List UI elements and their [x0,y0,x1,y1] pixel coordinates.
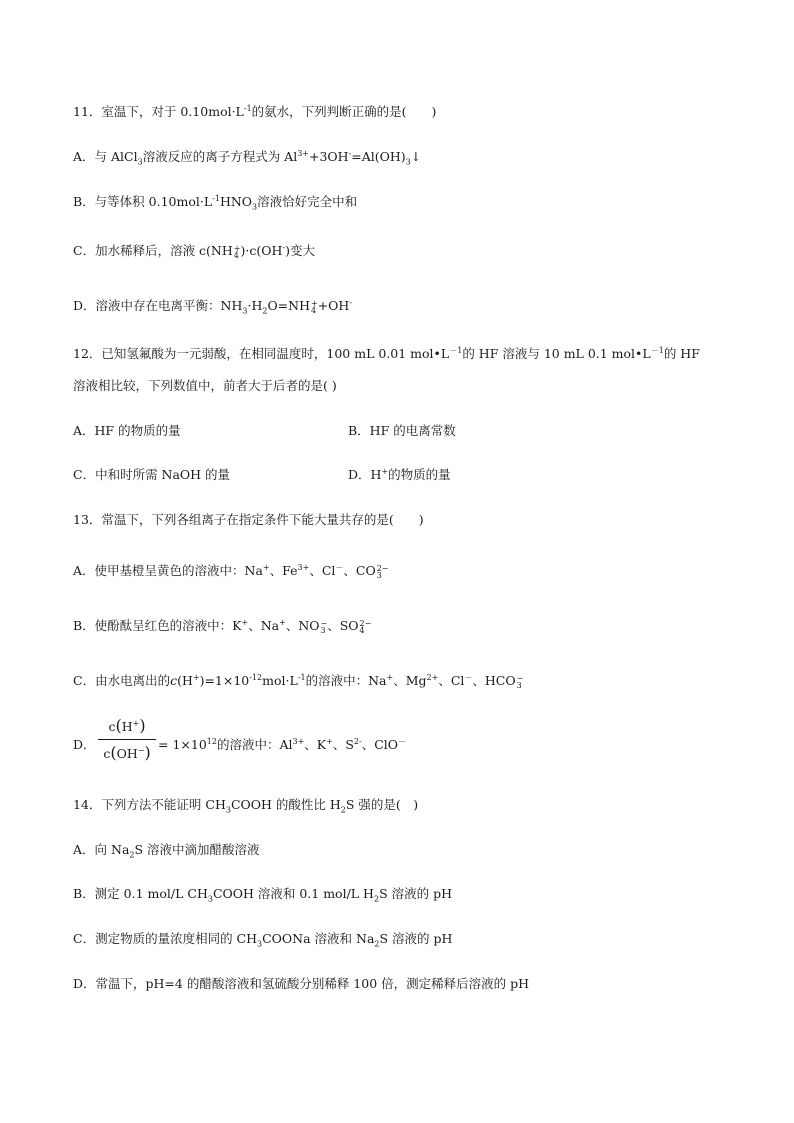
text: 、Mg [393,673,427,688]
sup: + [279,617,286,627]
question-12-stem-line2: 溶液相比较，下列数值中，前者大于后者的是( ) [73,378,337,393]
question-11-option-b [73,193,357,211]
sup: － [464,672,473,682]
text: ↓ [410,149,422,164]
paren: ) [139,716,146,735]
text: )变大 [285,243,315,258]
question-13-option-d [158,736,406,754]
charge: 2− [359,618,372,628]
text: =Al(OH) [351,149,406,164]
sup: － [398,736,407,746]
text: A．与 AlCl [73,149,138,164]
question-14-option-b [73,885,452,903]
text: D．溶液中存在电离平衡：NH [73,298,243,313]
text: 12．已知氢氟酸为一元弱酸，在相同温度时，100 mL 0.01 mol•L [73,346,450,361]
question-11-option-d [73,297,352,315]
text: COOH 溶液和 0.1 mol/L H [212,886,374,901]
sup: － [335,562,344,572]
charge: 2− [376,563,389,573]
text: +3OH [308,149,349,164]
text: 、NO [285,618,320,633]
sub: 2 [262,306,268,316]
sub: 2 [373,894,380,904]
sup: 2+ [426,672,439,682]
text: = 1×10 [158,737,207,752]
sup: - [349,297,353,307]
sup: 2- [353,736,362,746]
text: 的 HF [663,346,700,361]
text: COONa 溶液和 Na [262,931,375,946]
sup: − [137,745,145,755]
subscript: 4 [311,305,317,315]
sub: 2 [374,939,380,949]
sub: 2 [129,850,135,860]
text: )=1×10 [199,673,250,688]
question-12-option-c: C．中和时所需 NaOH 的量 [73,467,231,482]
text: HNO [219,194,253,209]
text: S 强的是( ) [345,797,419,812]
subscript: 3 [320,625,326,635]
question-12-option-d [348,466,451,484]
text: COOH 的酸性比 H [230,797,341,812]
text: 、SO [327,618,359,633]
ion-stack [517,675,524,689]
text: S 溶液的 pH [379,886,452,901]
question-14-option-c [73,930,452,948]
sub: 3 [137,157,143,167]
text: A．使甲基橙呈黄色的溶液中：Na [73,563,263,578]
sup: + [241,617,249,627]
text: B．测定 0.1 mol/L CH [73,886,208,901]
paren: ( [115,716,122,735]
sup: -12 [249,672,263,682]
text: H [121,719,133,734]
text: ·H [247,298,263,313]
question-13-stem: 13．常温下，下列各组离子在指定条件下能大量共存的是( ) [73,512,424,527]
text: 、Na [248,618,280,633]
sup: + [262,562,270,572]
text: 、S [332,737,354,752]
text: 溶液恰好完全中和 [257,194,358,209]
sup: + [326,736,333,746]
text: D．H [348,467,382,482]
subscript: 4 [359,625,365,635]
text: C．测定物质的量浓度相同的 CH [73,931,258,946]
sup: + [132,718,140,728]
text: A．向 Na [73,842,130,857]
question-14-option-a [73,841,260,859]
question-11-option-a [73,148,421,166]
sub: 3 [225,805,231,815]
sup: －1 [650,345,664,355]
sup: -1 [243,103,252,113]
italic-c: c [170,673,178,688]
text: OH [116,746,138,761]
text: 11．室温下，对于 0.10mol·L [73,104,244,119]
fraction-bar [98,739,156,740]
subscript: 4 [233,250,239,260]
text: 、ClO [361,737,399,752]
question-13-option-a [73,562,388,580]
sub: 3 [405,157,411,167]
sup: -1 [297,672,306,682]
fraction-numerator [98,715,156,737]
subscript: 3 [516,680,522,690]
charge: − [320,618,328,628]
question-13-option-c [73,672,523,690]
text: 的 HF 溶液与 10 mL 0.1 mol•L [462,346,651,361]
text: c [103,746,111,761]
text: C．由水电离出的 [73,673,171,688]
question-13-option-b [73,617,371,635]
sup: + [386,672,394,682]
text: c [108,719,116,734]
text: S 溶液中滴加醋酸溶液 [134,842,260,857]
sub: 3 [242,306,248,316]
text: B．使酚酞呈红色的溶液中：K [73,618,242,633]
text: 的溶液中：Na [305,673,387,688]
text: +OH [317,298,350,313]
question-13-option-d-label: D． [73,737,96,752]
sup: 3+ [292,736,305,746]
charge: − [516,673,524,683]
question-12-option-b: B．HF 的电离常数 [348,423,456,438]
text: B．与等体积 0.10mol·L [73,194,213,209]
fraction-denominator [98,742,156,764]
fraction-h-over-oh [98,715,156,764]
question-12-option-a: A．HF 的物质的量 [73,423,181,438]
text: 溶液反应的离子方程式为 Al [142,149,298,164]
paren: ( [110,743,117,762]
text: 14．下列方法不能证明 CH [73,797,226,812]
ion-stack [360,620,372,634]
text: O=NH [267,298,310,313]
text: 、Cl [438,673,465,688]
text: S 溶液的 pH [379,931,453,946]
sup: －1 [449,345,463,355]
ion-stack [311,300,318,314]
question-11-option-c [73,242,315,260]
subscript: 3 [376,570,382,580]
sub: 3 [207,894,213,904]
text: 的物质的量 [388,467,451,482]
sup: - [282,242,286,252]
sup: 3+ [297,562,310,572]
sup: + [381,466,389,476]
sub: 3 [252,202,258,212]
question-11-stem [73,103,436,121]
ion-stack [377,565,389,579]
text: 、K [304,737,327,752]
charge: + [233,243,241,253]
paren: ) [144,743,151,762]
text: 的溶液中：Al [216,737,293,752]
sup: - [348,148,352,158]
sup: 3+ [297,148,309,158]
text: 、HCO [472,673,516,688]
text: 、CO [343,563,376,578]
text: 的氨水，下列判断正确的是( ) [251,104,437,119]
sub: 3 [257,939,263,949]
text: mol·L [262,673,298,688]
sup: 12 [206,736,217,746]
question-14-option-d: D．常温下，pH=4 的醋酸溶液和氢硫酸分别稀释 100 倍，测定稀释后溶液的 pH [73,976,530,991]
text: 、Cl [309,563,336,578]
text: 、Fe [269,563,298,578]
charge: + [311,298,318,308]
sup: -1 [212,193,220,203]
sup: + [192,672,200,682]
sub: 2 [340,805,346,815]
text: (H [177,673,193,688]
text: )·c(OH [240,243,283,258]
text: C．加水稀释后，溶液 c(NH [73,243,233,258]
question-12-stem-line1 [73,345,700,363]
question-14-stem [73,796,418,814]
